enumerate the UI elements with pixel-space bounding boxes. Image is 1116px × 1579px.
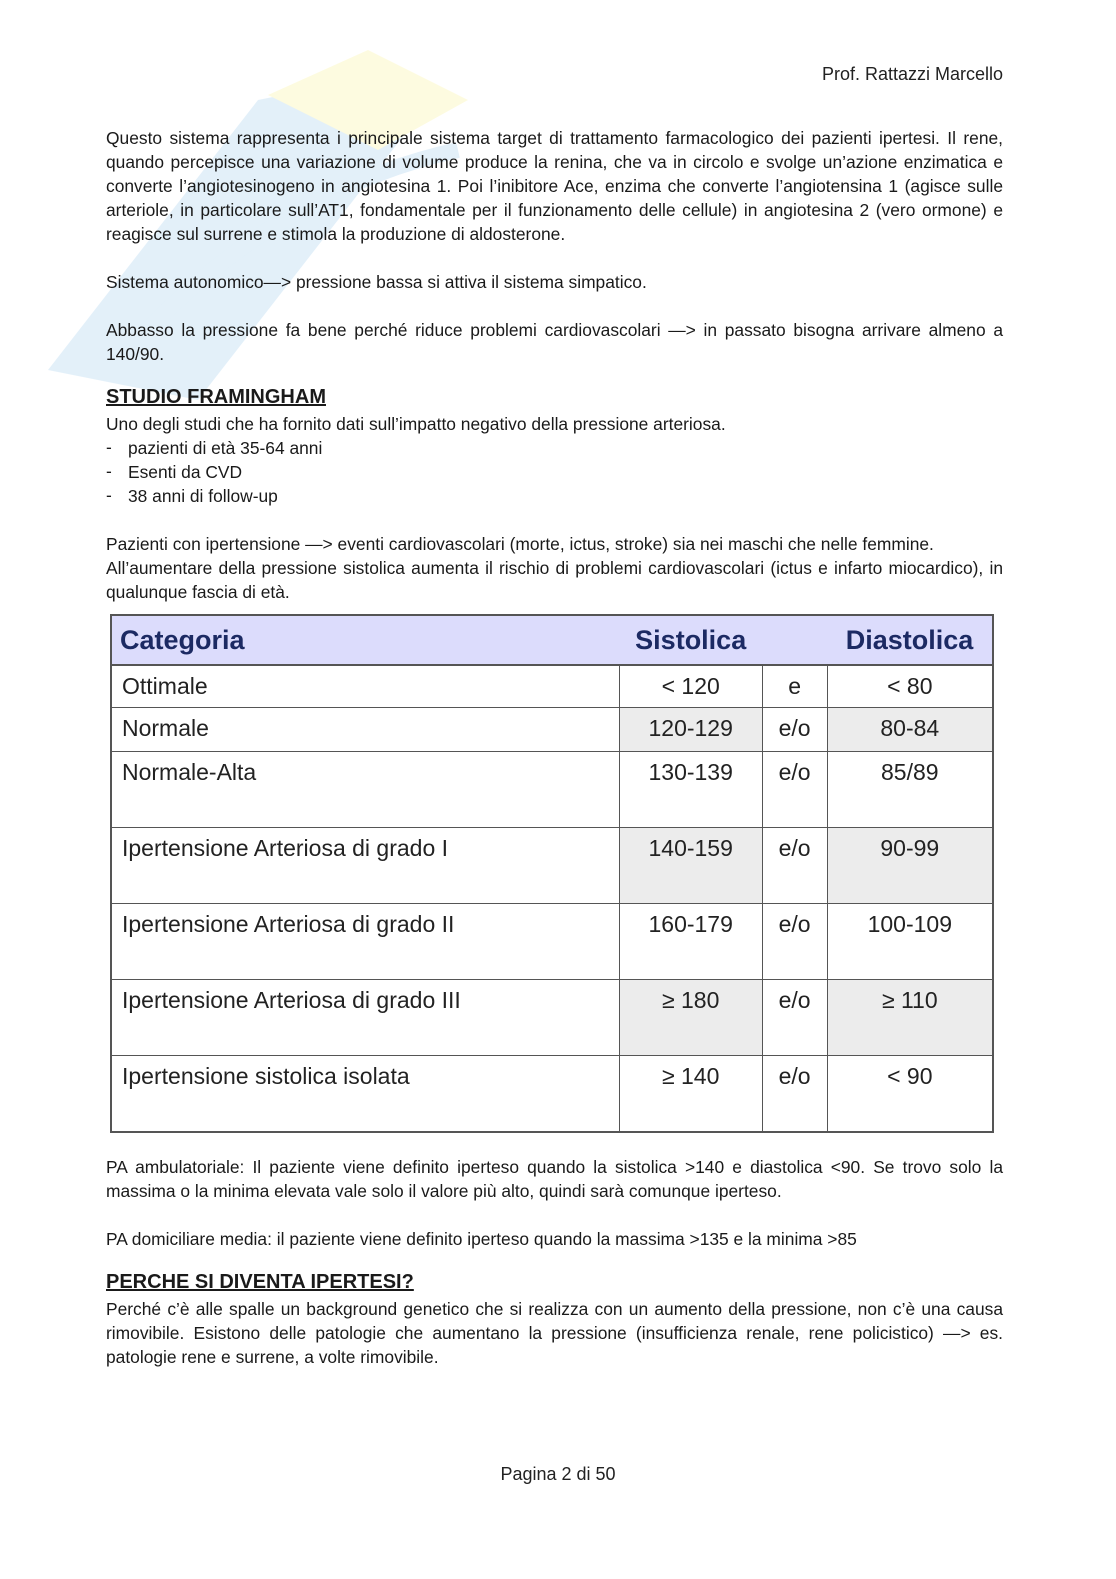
row-category: Ipertensione Arteriosa di grado I (111, 828, 619, 904)
row-diastolic: < 80 (827, 665, 993, 708)
framingham-paragraph-risk: All’aumentare della pressione sistolica aumenta il rischio di problemi cardiovascolari (ictus e infarto miocardico), in qualunque fascia di età. (106, 558, 1003, 602)
row-category: Normale-Alta (111, 752, 619, 828)
row-category: Normale (111, 708, 619, 752)
table-row (111, 752, 993, 828)
page-footer-number: Pagina 2 di 50 (500, 1464, 616, 1484)
list-item: - pazienti di età 35-64 anni (106, 436, 1003, 460)
table-row (111, 1056, 993, 1133)
paragraph-pa-domiciliare: PA domiciliare media: il paziente viene definito iperteso quando la massima >135 e la minima >85 (106, 1229, 857, 1249)
header-diastolica: Diastolica (827, 615, 993, 665)
row-diastolic: ≥ 110 (827, 980, 993, 1056)
row-conjunction: e/o (762, 980, 827, 1056)
table-row (111, 708, 993, 752)
row-conjunction: e/o (762, 708, 827, 752)
framingham-list (106, 436, 1003, 508)
table-row (111, 665, 993, 708)
row-conjunction: e/o (762, 828, 827, 904)
table-row (111, 980, 993, 1056)
page-header-author: Prof. Rattazzi Marcello (821, 64, 1003, 84)
paragraph-pa-ambulatoriale: PA ambulatoriale: Il paziente viene definito iperteso quando la sistolica >140 e diastolica <90. Se trovo solo la massima o la minima elevata vale solo il valore più alto, quindi sarà comunque iperteso. (106, 1157, 1003, 1201)
row-category: Ottimale (111, 665, 619, 708)
row-systolic: 130-139 (619, 752, 762, 828)
table-row (111, 828, 993, 904)
framingham-paragraph-events: Pazienti con ipertensione —> eventi cardiovascolari (morte, ictus, stroke) sia nei maschi che nelle femmine. (106, 534, 934, 554)
framingham-intro: Uno degli studi che ha fornito dati sull’impatto negativo della pressione arteriosa. (106, 414, 726, 434)
row-diastolic: 100-109 (827, 904, 993, 980)
row-category: Ipertensione Arteriosa di grado II (111, 904, 619, 980)
paragraph-perche-ipertesi: Perché c’è alle spalle un background genetico che si realizza con un aumento della pressione, non c’è una causa rimovibile. Esistono delle patologie che aumentano la pressione (insufficienza renale, rene policistico) —> es. patologie rene e surrene, a volte rimovibile. (106, 1299, 1003, 1367)
paragraph-lower-pressure: Abbasso la pressione fa bene perché riduce problemi cardiovascolari —> in passato bisogna arrivare almeno a 140/90. (106, 320, 1003, 364)
row-diastolic: < 90 (827, 1056, 993, 1133)
row-category: Ipertensione sistolica isolata (111, 1056, 619, 1133)
header-sistolica: Sistolica (619, 615, 762, 665)
row-diastolic: 85/89 (827, 752, 993, 828)
row-systolic: 160-179 (619, 904, 762, 980)
row-conjunction: e/o (762, 1056, 827, 1133)
paragraph-autonomic-system: Sistema autonomico—> pressione bassa si attiva il sistema simpatico. (106, 272, 647, 292)
row-conjunction: e/o (762, 904, 827, 980)
table-row (111, 904, 993, 980)
page-content (106, 126, 1003, 1369)
list-item: - Esenti da CVD (106, 460, 1003, 484)
row-systolic: ≥ 180 (619, 980, 762, 1056)
row-systolic: < 120 (619, 665, 762, 708)
table-header-row (111, 615, 993, 665)
heading-perche-ipertesi: PERCHE SI DIVENTA IPERTESI? (106, 1271, 414, 1293)
header-categoria: Categoria (111, 615, 619, 665)
row-diastolic: 90-99 (827, 828, 993, 904)
row-conjunction: e (762, 665, 827, 708)
row-systolic: 140-159 (619, 828, 762, 904)
paragraph-renin-system: Questo sistema rappresenta i principale sistema target di trattamento farmacologico dei pazienti ipertesi. Il rene, quando percepisce una variazione di volume produce la renina, che va in circolo e svolge un’azione enzimatica e converte l’angiotesinogeno in angiotesina 1. Poi l’inibitore Ace, enzima che converte l’angiotensina 1 (agisce sulle arteriole, in particolare sull’AT1, fondamentale per il funzionamento delle cellule) in angiotesina 2 (vero ormone) e reagisce sul surrene e stimola la produzione di aldosterone. (106, 128, 1003, 244)
row-category: Ipertensione Arteriosa di grado III (111, 980, 619, 1056)
row-conjunction: e/o (762, 752, 827, 828)
row-systolic: 120-129 (619, 708, 762, 752)
blood-pressure-table (110, 614, 994, 1133)
row-diastolic: 80-84 (827, 708, 993, 752)
row-systolic: ≥ 140 (619, 1056, 762, 1133)
list-item: - 38 anni di follow-up (106, 484, 1003, 508)
heading-studio-framingham: STUDIO FRAMINGHAM (106, 386, 326, 408)
